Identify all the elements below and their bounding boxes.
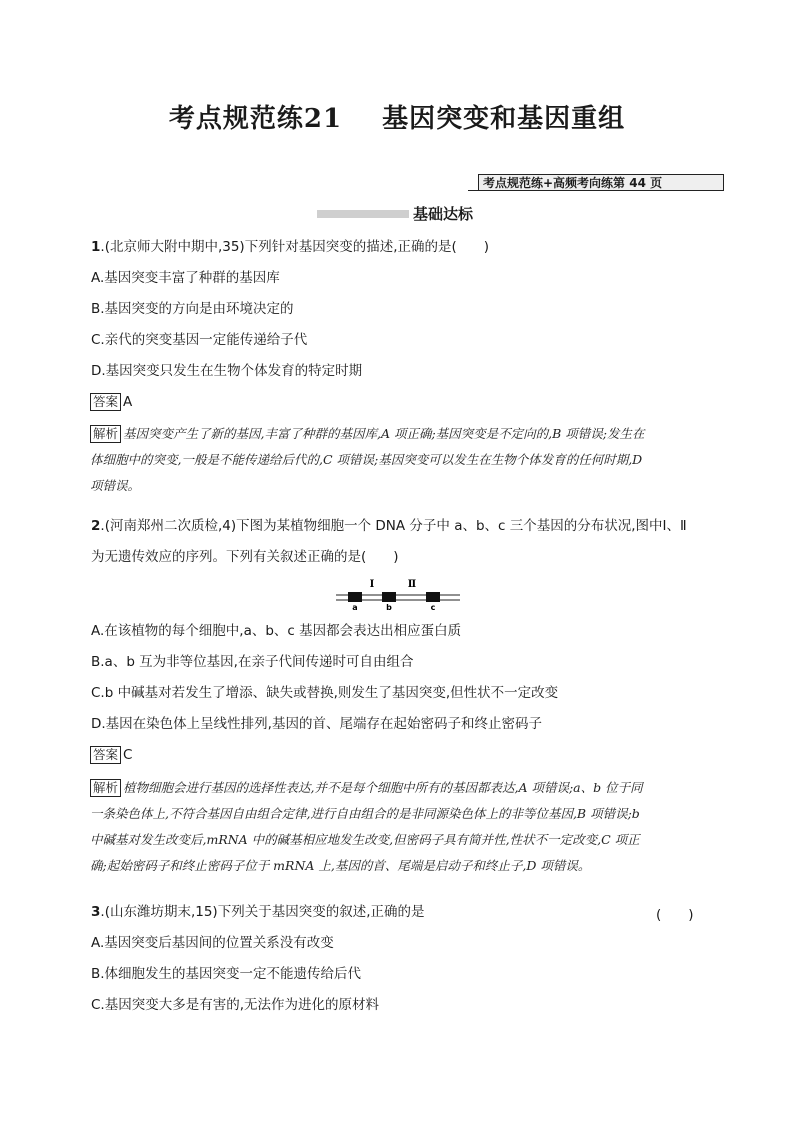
- question-2-stem-line1: 2.(河南郑州二次质检,4)下图为某植物细胞一个 DNA 分子中 a、b、c 三个基因的分布状况,图中Ⅰ、Ⅱ: [91, 518, 687, 534]
- segment-2-label: Ⅱ: [407, 579, 417, 590]
- title-left: 考点规范练21: [168, 104, 343, 134]
- gene-c-segment: [426, 592, 440, 602]
- gene-c-label: c: [430, 603, 436, 612]
- gene-a-segment: [348, 592, 362, 602]
- question-2-option-b: B.a、b 互为非等位基因,在亲子代间传递时可自由组合: [91, 654, 414, 670]
- question-3-option-b: B.体细胞发生的基因突变一定不能遗传给后代: [91, 966, 362, 982]
- title-right: 基因突变和基因重组: [382, 104, 626, 134]
- question-2-stem-line2: 为无遗传效应的序列。下列有关叙述正确的是( ): [91, 549, 399, 565]
- question-1-answer: [90, 393, 132, 411]
- question-2-option-d: D.基因在染色体上呈线性排列,基因的首、尾端存在起始密码子和终止密码子: [91, 716, 542, 732]
- section-bar: [317, 210, 409, 218]
- answer-value: A: [123, 394, 133, 410]
- question-2-number: 2: [91, 518, 101, 534]
- page-reference-text: 考点规范练+高频考向练第 44 页: [478, 174, 724, 191]
- question-2-option-a: A.在该植物的每个细胞中,a、b、c 基因都会表达出相应蛋白质: [91, 623, 462, 639]
- question-3-answer-blank: ( ): [656, 907, 694, 923]
- question-1-option-a: A.基因突变丰富了种群的基因库: [91, 270, 280, 286]
- question-2-option-c: C.b 中碱基对若发生了增添、缺失或替换,则发生了基因突变,但性状不一定改变: [91, 685, 559, 701]
- explanation-label: 解析: [90, 425, 121, 443]
- answer-label: 答案: [90, 393, 121, 411]
- question-3-number: 3: [91, 904, 101, 920]
- question-3-stem: 3.(山东潍坊期末,15)下列关于基因突变的叙述,正确的是: [91, 904, 425, 920]
- question-2-answer: [90, 746, 132, 764]
- question-2-explanation: 解析 植物细胞会进行基因的选择性表达,并不是每个细胞中所有的基因都表达,A 项错误;a、b 位于同 一条染色体上,不符合基因自由组合定律,进行自由组合的是非同源染色体上的非等位基因,B 项错误;b 中碱基对发生改变后,mRNA 中的碱基相应地发生改变,但密码子具有简并性,性状不一定改变,C 项正 确;起始密码子和终止密码子位于 mRNA 上,基因的首、尾端是启动子和终止子,D 项错误。: [90, 780, 643, 873]
- dna-gene-diagram: [336, 576, 460, 612]
- gene-b-label: b: [386, 603, 392, 612]
- segment-1-label: Ⅰ: [369, 579, 375, 590]
- explanation-label: 解析: [90, 779, 121, 797]
- answer-value: C: [123, 747, 133, 763]
- page-title: [0, 98, 794, 135]
- question-1-stem: 1.(北京师大附中期中,35)下列针对基因突变的描述,正确的是( ): [91, 239, 490, 255]
- answer-label: 答案: [90, 746, 121, 764]
- question-1-number: 1: [91, 239, 101, 255]
- question-1-option-b: B.基因突变的方向是由环境决定的: [91, 301, 294, 317]
- question-3-option-a: A.基因突变后基因间的位置关系没有改变: [91, 935, 334, 951]
- question-1-option-d: D.基因突变只发生在生物个体发育的特定时期: [91, 363, 363, 379]
- question-1-option-c: C.亲代的突变基因一定能传递给子代: [91, 332, 308, 348]
- question-1-explanation: 解析 基因突变产生了新的基因,丰富了种群的基因库,A 项正确;基因突变是不定向的,B 项错误;发生在 体细胞中的突变,一般是不能传递给后代的,C 项错误;基因突变可以发生在生物个体发育的任何时期,D 项错误。: [90, 426, 645, 493]
- gene-a-label: a: [352, 603, 358, 612]
- question-3-option-c: C.基因突变大多是有害的,无法作为进化的原材料: [91, 997, 380, 1013]
- section-title: 基础达标: [413, 205, 474, 223]
- gene-b-segment: [382, 592, 396, 602]
